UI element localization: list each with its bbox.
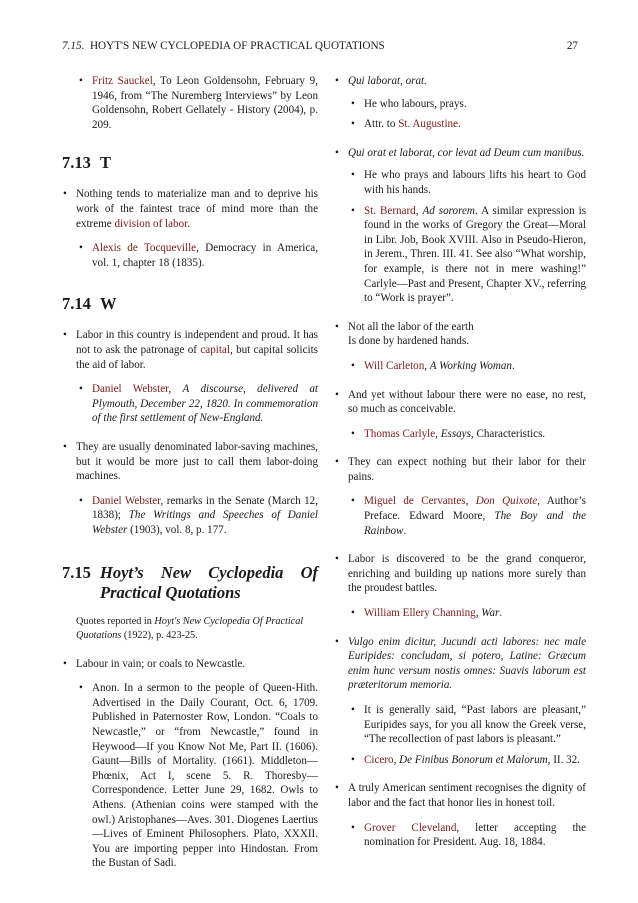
author-link-carleton[interactable]: Will Carleton xyxy=(364,359,425,372)
author-link-carlyle[interactable]: Thomas Carlyle xyxy=(364,427,436,440)
quote-text: , but capital solicits the aid of labor. xyxy=(76,343,318,371)
author-link-cleveland[interactable]: Grover Cleveland xyxy=(364,821,457,834)
citation-carleton xyxy=(334,359,586,374)
section-title: Hoyt’s New Cyclopedia Of Practical Quotations xyxy=(100,563,318,603)
quote-text: Vulgo enim dicitur, Jucundi acti labores: nec male Euripides: concludam, si potero, Latine: Græcum enim hunc versum nostis omnes: Suavis laborum est præteritorum memoria. xyxy=(348,635,586,692)
citation-carlyle xyxy=(334,427,586,442)
citation-text: , II. 32. xyxy=(547,753,581,766)
section-number: 7.15 xyxy=(62,563,91,583)
quote-item xyxy=(62,657,318,672)
quote-item xyxy=(334,635,586,693)
citation-webster-1 xyxy=(62,382,318,426)
note-text: (1922), p. 423-25. xyxy=(121,630,198,642)
work-title: Ad sororem xyxy=(422,204,475,217)
section-number: 7.13 xyxy=(62,153,91,173)
citation-text: Attr. to xyxy=(364,118,399,131)
quote-item xyxy=(62,187,318,231)
citation-tocqueville xyxy=(62,241,318,270)
quote-item xyxy=(334,320,586,349)
citation-webster-2 xyxy=(62,494,318,538)
separator: , xyxy=(475,607,482,620)
citation-text: Anon. In a sermon to the people of Queen-Hith. Advertised in the Daily Courant, Oct. 6, 1709. Published in Paternoster Row, London. “Coals to Newcastle,” or “from Newcastle,” found in Heywood—If you Know Not Me, Part II. (1606). Gaunt—Bills of Mortality. (1661). Middleton—Phœnix, Act I, scene 5. R. Thoresby—Correspondence. Letter June 29, 1682. Owls to Athens. (Athenian coins were stamped with the owl.) Aristophanes—Aves. 301. Diogenes Laertius—Lives of Eminent Philosophers. Plato, XXXII. You are importing pepper into Hindostan. From the Bustan of Sadi. xyxy=(92,682,318,870)
quote-line: Not all the labor of the earth xyxy=(348,320,474,333)
quote-text: Nothing tends to materialize man and to deprive his work of the faintest trace of mind more than the extreme xyxy=(76,188,318,230)
citation-text: , Characteristics. xyxy=(470,427,546,440)
translation-text: It is generally said, “Past labors are pleasant,” Euripides says, for you all know the Greek verse, “The recollection of past labors is pleasant.” xyxy=(364,704,586,746)
author-link-webster[interactable]: Daniel Webster xyxy=(92,383,169,396)
translation-item xyxy=(334,703,586,747)
citation-sauckel xyxy=(62,74,318,132)
header-title: HOYT'S NEW CYCLOPEDIA OF PRACTICAL QUOTATIONS xyxy=(89,40,385,52)
work-title: A Working Woman xyxy=(429,359,512,372)
citation-text: , remarks in the Senate (March 12, 1838); xyxy=(92,494,318,522)
citation-cicero xyxy=(334,753,586,768)
quote-text: . xyxy=(187,217,191,230)
quote-item xyxy=(334,146,586,161)
quote-item xyxy=(62,440,318,484)
quote-text: They are usually denominated labor-saving machines, but it would be more just to call them labor-doing machines. xyxy=(76,440,318,483)
topic-link-capital[interactable]: capital xyxy=(200,343,230,356)
citation-text: , To Leon Goldensohn, February 9, 1946, from “The Nuremberg Interviews” by Leon Goldensohn, Robert Gellately - History (2004), p. 209. xyxy=(92,75,318,131)
translation-item xyxy=(334,97,586,112)
section-title: W xyxy=(100,294,117,314)
citation-text: . A similar expression is found in the works of Gregory the Great—Moral in Libr. Job, Book XVIII. Also in Pseudo-Hieron, in Jerem., Thren. III. 41. See also “What worship, for example, is there not in mere washing!” Carlyle—Past and Present, Chapter XV., referring to “Work is prayer”. xyxy=(364,204,587,305)
work-title: The Boy and the Rainbow xyxy=(364,510,587,537)
work-title: A discourse, delivered at Plymouth, December 22, 1820. In commemoration of the first settlement of New-England. xyxy=(92,383,319,425)
quote-item xyxy=(334,781,586,810)
quote-item xyxy=(334,552,586,596)
work-title: Essays xyxy=(440,427,471,440)
citation-cleveland xyxy=(334,821,586,850)
author-link-bernard[interactable]: St. Bernard xyxy=(364,204,416,217)
author-link-cervantes[interactable]: Miguel de Cervantes xyxy=(364,495,466,508)
book-title: Hoyt's New Cyclopedia Of Practical Quotations xyxy=(76,616,304,642)
separator: , xyxy=(415,204,423,217)
citation-text: (1903), vol. 8, p. 177. xyxy=(127,523,227,536)
section-heading-7-13 xyxy=(62,153,318,173)
quote-line: Is done by hardened hands. xyxy=(348,335,470,348)
translation-text: He who labours, prays. xyxy=(364,97,467,110)
quote-item xyxy=(334,388,586,417)
author-link-cicero[interactable]: Cicero xyxy=(364,753,394,766)
left-column xyxy=(62,72,318,871)
quote-item xyxy=(334,455,586,484)
separator: , xyxy=(393,753,400,766)
citation-text: . xyxy=(403,524,407,537)
citation-text: . xyxy=(511,359,515,372)
work-title: War xyxy=(481,607,500,620)
citation-channing xyxy=(334,606,586,621)
work-title: De Finibus Bonorum et Malorum xyxy=(399,753,548,766)
separator: , xyxy=(424,359,430,372)
work-title-link[interactable]: Don Quixote xyxy=(475,495,538,508)
right-column xyxy=(334,72,586,850)
section-title: T xyxy=(100,153,112,173)
separator: , xyxy=(168,383,183,396)
quote-text: Labor is discovered to be the grand conqueror, enriching and building up nations more surely than the proudest battles. xyxy=(348,553,586,595)
note-text: Quotes reported in xyxy=(76,616,155,628)
author-link-augustine[interactable]: St. Augustine xyxy=(398,118,459,131)
quote-text: And yet without labour there were no ease, no rest, so much as conceivable. xyxy=(348,388,586,416)
quote-item xyxy=(62,328,318,372)
topic-link-division-of-labor[interactable]: division of labor xyxy=(114,217,188,230)
translation-item xyxy=(334,168,586,197)
citation-text: , Democracy in America, vol. 1, chapter 18 (1835). xyxy=(92,242,318,269)
citation-anon xyxy=(62,681,318,871)
running-header xyxy=(62,40,578,52)
citation-bernard xyxy=(334,204,586,306)
page-number: 27 xyxy=(566,40,578,52)
citation-text: , letter accepting the nomination for President. Aug. 18, 1884. xyxy=(364,821,586,849)
quote-text: Labor in this country is independent and proud. It has not to ask the patronage of xyxy=(76,329,318,356)
author-link-channing[interactable]: William Ellery Channing xyxy=(364,607,476,620)
quote-text: Qui laborat, orat. xyxy=(348,75,427,87)
author-link-sauckel[interactable]: Fritz Sauckel xyxy=(92,75,153,87)
section-note xyxy=(62,615,318,642)
citation-text: . xyxy=(499,607,503,620)
translation-text: He who prays and labours lifts his heart to God with his hands. xyxy=(364,169,586,196)
section-heading-7-14 xyxy=(62,294,318,314)
author-link-tocqueville[interactable]: Alexis de Tocqueville xyxy=(92,242,197,255)
running-header-left xyxy=(62,40,385,52)
quote-item xyxy=(334,74,586,89)
quote-text: A truly American sentiment recognises the dignity of labor and the fact that honor lies in honest toil. xyxy=(348,782,586,809)
author-link-webster[interactable]: Daniel Webster xyxy=(92,494,161,507)
separator: , xyxy=(435,427,441,440)
header-section-number: 7.15. xyxy=(62,40,85,52)
quote-text: Labour in vain; or coals to Newcastle. xyxy=(76,657,246,670)
section-heading-7-15 xyxy=(62,563,318,603)
citation-cervantes xyxy=(334,494,586,538)
citation-text: . xyxy=(458,118,461,131)
quote-text: They can expect nothing but their labor for their pains. xyxy=(348,456,586,483)
section-number: 7.14 xyxy=(62,294,91,314)
quote-text: Qui orat et laborat, cor levat ad Deum cum manibus. xyxy=(348,146,585,159)
separator: , xyxy=(465,495,476,508)
citation-augustine xyxy=(334,117,586,132)
work-title: The Writings and Speeches of Daniel Webster xyxy=(92,509,318,536)
citation-text: , Author’s Preface. Edward Moore, xyxy=(364,495,586,523)
